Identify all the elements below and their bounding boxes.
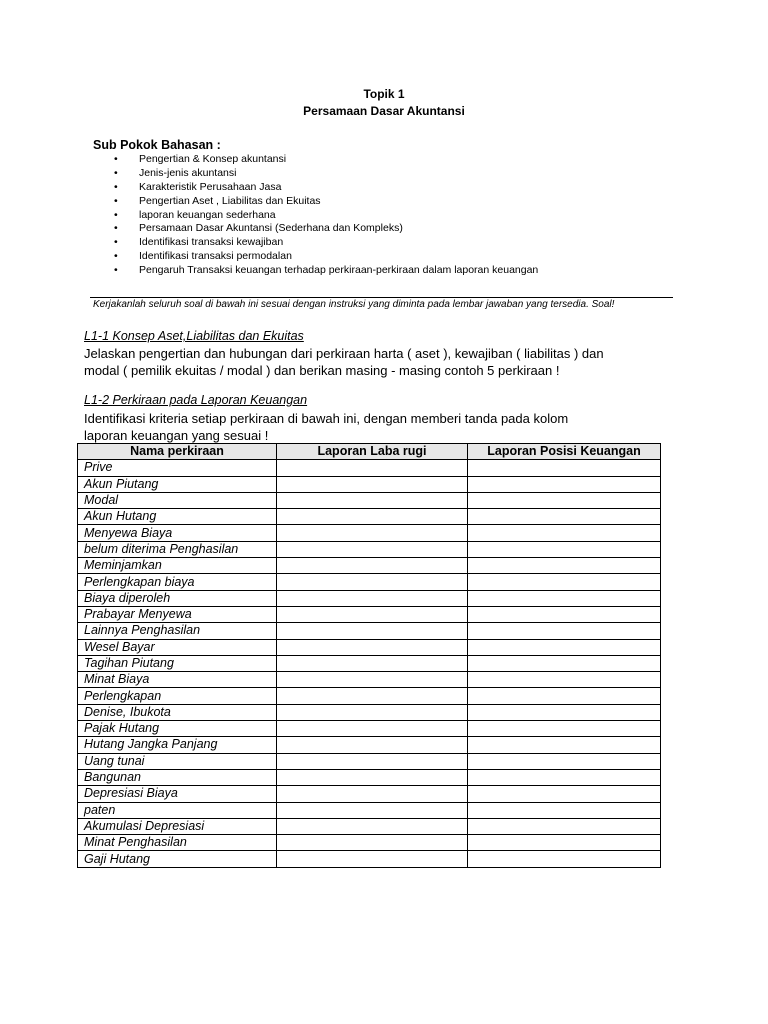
table-row	[78, 558, 661, 574]
income-statement-cell[interactable]	[277, 753, 468, 769]
table-row	[78, 688, 661, 704]
list-item	[114, 209, 538, 223]
section2-line2: laporan keuangan yang sesuai !	[84, 428, 269, 443]
account-name-cell: Minat Penghasilan	[78, 835, 277, 851]
topic-number: Topik 1	[363, 87, 405, 101]
table-row	[78, 476, 661, 492]
financial-position-cell[interactable]	[468, 672, 661, 688]
account-name-cell: Akun Piutang	[78, 476, 277, 492]
column-header-account-name: Nama perkiraan	[78, 444, 277, 460]
list-item-text: laporan keuangan sederhana	[139, 208, 276, 221]
account-name-cell: Biaya diperoleh	[78, 590, 277, 606]
account-name-cell: belum diterima Penghasilan	[78, 541, 277, 557]
financial-position-cell[interactable]	[468, 688, 661, 704]
section1-heading: L1-1 Konsep Aset,Liabilitas dan Ekuitas	[84, 329, 304, 343]
sub-topics-list	[114, 153, 538, 278]
financial-position-cell[interactable]	[468, 476, 661, 492]
income-statement-cell[interactable]	[277, 802, 468, 818]
income-statement-cell[interactable]	[277, 835, 468, 851]
account-name-cell: Modal	[78, 492, 277, 508]
table-row	[78, 753, 661, 769]
income-statement-cell[interactable]	[277, 476, 468, 492]
bullet-icon: •	[114, 208, 118, 221]
bullet-icon: •	[114, 194, 118, 207]
financial-position-cell[interactable]	[468, 704, 661, 720]
account-name-cell: Hutang Jangka Panjang	[78, 737, 277, 753]
table-row	[78, 721, 661, 737]
account-name-cell: Perlengkapan biaya	[78, 574, 277, 590]
income-statement-cell[interactable]	[277, 623, 468, 639]
financial-position-cell[interactable]	[468, 541, 661, 557]
income-statement-cell[interactable]	[277, 525, 468, 541]
bullet-icon: •	[114, 236, 118, 249]
list-item-text: Persamaan Dasar Akuntansi (Sederhana dan Kompleks)	[139, 222, 403, 235]
account-name-cell: Depresiasi Biaya	[78, 786, 277, 802]
income-statement-cell[interactable]	[277, 672, 468, 688]
income-statement-cell[interactable]	[277, 590, 468, 606]
financial-position-cell[interactable]	[468, 802, 661, 818]
income-statement-cell[interactable]	[277, 558, 468, 574]
table-row	[78, 737, 661, 753]
income-statement-cell[interactable]	[277, 541, 468, 557]
account-name-cell: Lainnya Penghasilan	[78, 623, 277, 639]
income-statement-cell[interactable]	[277, 786, 468, 802]
table-row	[78, 672, 661, 688]
financial-position-cell[interactable]	[468, 721, 661, 737]
financial-position-cell[interactable]	[468, 835, 661, 851]
list-item	[114, 167, 538, 181]
financial-position-cell[interactable]	[468, 623, 661, 639]
account-name-cell: Menyewa Biaya	[78, 525, 277, 541]
list-item-text: Pengertian & Konsep akuntansi	[139, 153, 287, 165]
list-item	[114, 250, 538, 264]
financial-position-cell[interactable]	[468, 818, 661, 834]
table-row	[78, 525, 661, 541]
financial-position-cell[interactable]	[468, 769, 661, 785]
income-statement-cell[interactable]	[277, 509, 468, 525]
list-item-text: Identifikasi transaksi kewajiban	[139, 236, 284, 249]
table-row	[78, 639, 661, 655]
income-statement-cell[interactable]	[277, 818, 468, 834]
divider-line	[90, 297, 673, 298]
page-title: Persamaan Dasar Akuntansi	[303, 104, 465, 118]
financial-position-cell[interactable]	[468, 606, 661, 622]
table-row	[78, 509, 661, 525]
income-statement-cell[interactable]	[277, 606, 468, 622]
account-name-cell: Denise, Ibukota	[78, 704, 277, 720]
accounts-table	[77, 443, 661, 868]
bullet-icon: •	[114, 264, 118, 277]
financial-position-cell[interactable]	[468, 574, 661, 590]
income-statement-cell[interactable]	[277, 688, 468, 704]
account-name-cell: Perlengkapan	[78, 688, 277, 704]
income-statement-cell[interactable]	[277, 574, 468, 590]
list-item	[114, 236, 538, 250]
column-header-income-statement: Laporan Laba rugi	[277, 444, 468, 460]
list-item-text: Pengaruh Transaksi keuangan terhadap perkiraan-perkiraan dalam laporan keuangan	[139, 264, 539, 277]
list-item	[114, 181, 538, 195]
income-statement-cell[interactable]	[277, 655, 468, 671]
account-name-cell: Meminjamkan	[78, 558, 277, 574]
bullet-icon: •	[114, 166, 118, 179]
income-statement-cell[interactable]	[277, 721, 468, 737]
account-name-cell: Wesel Bayar	[78, 639, 277, 655]
list-item-text: Jenis-jenis akuntansi	[139, 166, 237, 179]
income-statement-cell[interactable]	[277, 460, 468, 476]
sub-topics-heading: Sub Pokok Bahasan :	[93, 138, 221, 152]
financial-position-cell[interactable]	[468, 509, 661, 525]
account-name-cell: Pajak Hutang	[78, 721, 277, 737]
account-name-cell: Minat Biaya	[78, 672, 277, 688]
income-statement-cell[interactable]	[277, 737, 468, 753]
account-name-cell: Prive	[78, 460, 277, 476]
account-name-cell: Tagihan Piutang	[78, 655, 277, 671]
list-item	[114, 195, 538, 209]
account-name-cell: paten	[78, 802, 277, 818]
bullet-icon: •	[114, 222, 118, 235]
table-row	[78, 541, 661, 557]
financial-position-cell[interactable]	[468, 753, 661, 769]
instruction-text: Kerjakanlah seluruh soal di bawah ini sesuai dengan instruksi yang diminta pada lembar jawaban yang tersedia. Soal!	[93, 299, 615, 310]
table-row	[78, 590, 661, 606]
list-item	[114, 222, 538, 236]
income-statement-cell[interactable]	[277, 492, 468, 508]
list-item-text: Karakteristik Perusahaan Jasa	[139, 180, 282, 193]
account-name-cell: Akun Hutang	[78, 509, 277, 525]
account-name-cell: Gaji Hutang	[78, 851, 277, 867]
column-header-financial-position: Laporan Posisi Keuangan	[468, 444, 661, 460]
table-row	[78, 606, 661, 622]
table-row	[78, 769, 661, 785]
table-row	[78, 786, 661, 802]
table-row	[78, 655, 661, 671]
financial-position-cell[interactable]	[468, 851, 661, 867]
account-name-cell: Bangunan	[78, 769, 277, 785]
income-statement-cell[interactable]	[277, 639, 468, 655]
account-name-cell: Akumulasi Depresiasi	[78, 818, 277, 834]
table-header-row	[78, 444, 661, 460]
bullet-icon: •	[114, 250, 118, 263]
table-row	[78, 818, 661, 834]
section1-line1: Jelaskan pengertian dan hubungan dari perkiraan harta ( aset ), kewajiban ( liabilitas ) dan	[84, 346, 604, 361]
account-name-cell: Uang tunai	[78, 753, 277, 769]
table-body	[78, 460, 661, 867]
list-item	[114, 153, 538, 167]
table-row	[78, 802, 661, 818]
table-row	[78, 704, 661, 720]
section1-line2: modal ( pemilik ekuitas / modal ) dan berikan masing - masing contoh 5 perkiraan !	[84, 363, 560, 378]
bullet-icon: •	[114, 153, 118, 165]
financial-position-cell[interactable]	[468, 737, 661, 753]
list-item-text: Identifikasi transaksi permodalan	[139, 250, 292, 263]
financial-position-cell[interactable]	[468, 639, 661, 655]
financial-position-cell[interactable]	[468, 590, 661, 606]
financial-position-cell[interactable]	[468, 786, 661, 802]
financial-position-cell[interactable]	[468, 655, 661, 671]
list-item	[114, 264, 538, 278]
table-row	[78, 851, 661, 867]
financial-position-cell[interactable]	[468, 558, 661, 574]
bullet-icon: •	[114, 180, 118, 193]
financial-position-cell[interactable]	[468, 525, 661, 541]
income-statement-cell[interactable]	[277, 704, 468, 720]
financial-position-cell[interactable]	[468, 492, 661, 508]
table-row	[78, 623, 661, 639]
section2-line1: Identifikasi kriteria setiap perkiraan di bawah ini, dengan memberi tanda pada kolom	[84, 411, 569, 426]
income-statement-cell[interactable]	[277, 769, 468, 785]
income-statement-cell[interactable]	[277, 851, 468, 867]
account-name-cell: Prabayar Menyewa	[78, 606, 277, 622]
table-row	[78, 460, 661, 476]
list-item-text: Pengertian Aset , Liabilitas dan Ekuitas	[139, 194, 321, 207]
table-row	[78, 835, 661, 851]
table-row	[78, 574, 661, 590]
section2-heading: L1-2 Perkiraan pada Laporan Keuangan	[84, 393, 308, 407]
financial-position-cell[interactable]	[468, 460, 661, 476]
table-row	[78, 492, 661, 508]
